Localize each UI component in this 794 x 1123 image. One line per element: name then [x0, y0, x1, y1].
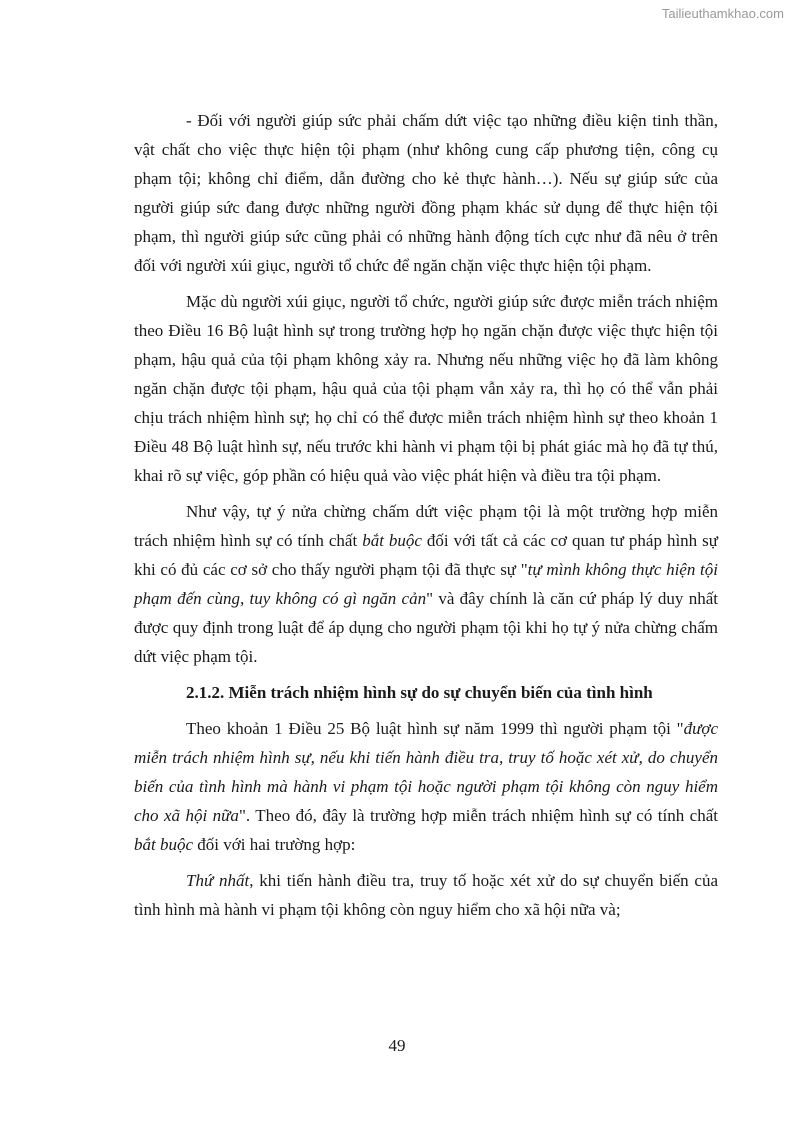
text-run: " và đây chính là căn cứ pháp lý duy nhất được quy định trong luật để áp dụng cho người phạm tội khi họ tự ý nửa chừng chấm dứt việc phạm tội. [134, 589, 718, 666]
text-run: Theo khoản 1 Điều 25 Bộ luật hình sự năm 1999 thì người phạm tội " [186, 719, 684, 738]
text-run: ". Theo đó, đây là trường hợp miễn trách nhiệm hình sự có tính chất [238, 806, 718, 825]
italic-quote: tự mình không thực hiện tội phạm đến cùng, tuy không có gì ngăn cản [134, 560, 718, 608]
page-number: 49 [388, 1036, 406, 1055]
document-body [134, 106, 718, 931]
text-run: đối với hai trường hợp: [193, 835, 356, 854]
paragraph-2: Mặc dù người xúi giục, người tổ chức, người giúp sức được miễn trách nhiệm theo Điều 16 Bộ luật hình sự trong trường hợp họ ngăn chặn được việc thực hiện tội phạm, hậu quả của tội phạm không xảy ra. Nhưng nếu những việc họ đã làm không ngăn chặn được tội phạm, hậu quả của tội phạm vẫn xảy ra, thì họ có thể vẫn phải chịu trách nhiệm hình sự; họ chỉ có thể được miễn trách nhiệm hình sự theo khoản 1 Điều 48 Bộ luật hình sự, nếu trước khi hành vi phạm tội bị phát giác mà họ đã tự thú, khai rõ sự việc, góp phần có hiệu quả vào việc phát hiện và điều tra tội phạm. [134, 292, 718, 485]
italic-quote: được miễn trách nhiệm hình sự, nếu khi tiến hành điều tra, truy tố hoặc xét xử, do chuyển biến của tình hình mà hành vi phạm tội hoặc người phạm tội không còn nguy hiểm cho xã hội nữa [134, 719, 718, 825]
italic-run: bắt buộc [134, 835, 194, 854]
section-heading: 2.1.2. Miễn trách nhiệm hình sự do sự chuyển biến của tình hình [186, 683, 653, 702]
text-run: , khi tiến hành điều tra, truy tố hoặc xét xử do sự chuyển biến của tình hình mà hành vi phạm tội không còn nguy hiểm cho xã hội nữa và; [134, 871, 719, 919]
paragraph-1: - Đối với người giúp sức phải chấm dứt việc tạo những điều kiện tinh thần, vật chất cho việc thực hiện tội phạm (như không cung cấp phương tiện, công cụ phạm tội; không chỉ điểm, dẫn đường cho kẻ thực hành…). Nếu sự giúp sức của người giúp sức đang được những người đồng phạm khác sử dụng để thực hiện tội phạm, thì người giúp sức cũng phải có những hành động tích cực như đã nêu ở trên đối với người xúi giục, người tổ chức để ngăn chặn việc thực hiện tội phạm. [134, 111, 718, 275]
watermark: Tailieuthamkhao.com [661, 6, 784, 21]
text-run: Như vậy, tự ý nửa chừng chấm dứt việc phạm tội là một trường hợp miễn trách nhiệm hình sự có tính chất [134, 502, 718, 550]
italic-run: Thứ nhất [186, 871, 250, 890]
paragraph-5 [134, 866, 718, 924]
paragraph-3 [134, 497, 718, 671]
italic-run: bắt buộc [362, 531, 422, 550]
text-run: đối với tất cả các cơ quan tư pháp hình sự khi có đủ các cơ sở cho thấy người phạm tội đã thực sự " [134, 531, 718, 579]
paragraph-4 [134, 714, 718, 859]
